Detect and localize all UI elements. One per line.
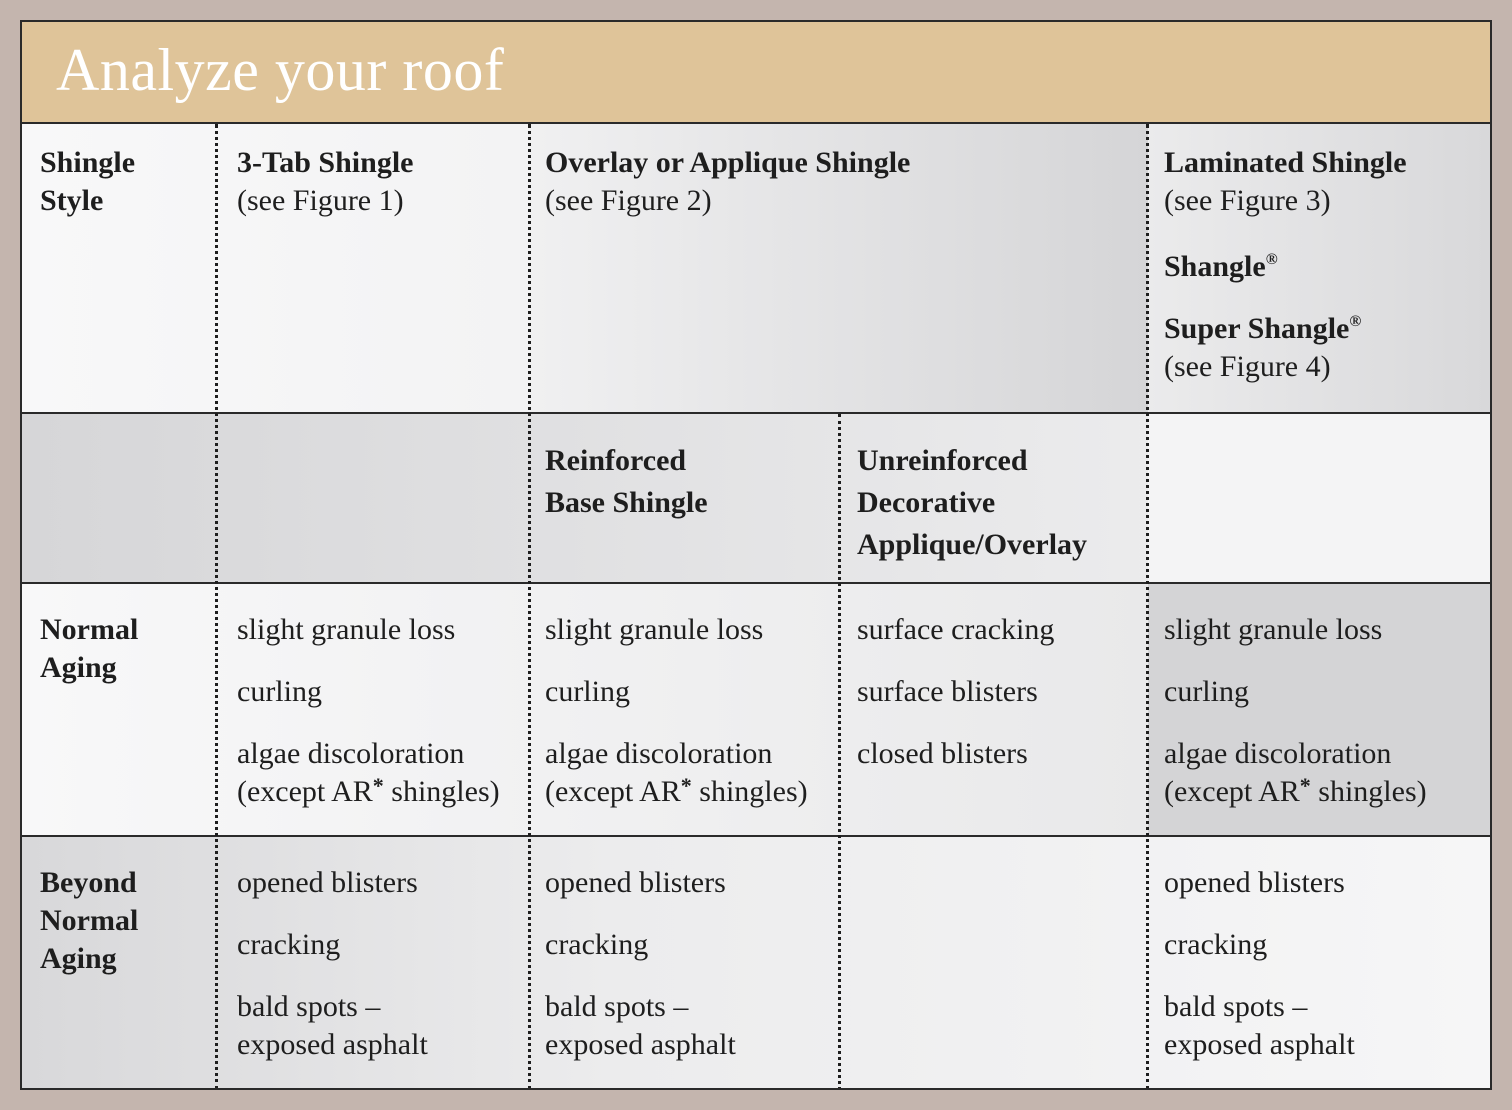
subheader-laminated-bg	[1148, 414, 1492, 584]
list-item: slight granule loss	[545, 613, 764, 646]
list-item: opened blisters	[1164, 866, 1345, 899]
column-title: Overlay or Applique Shingle	[545, 146, 911, 179]
asterisk: *	[372, 773, 384, 798]
list-item: exposed asphalt	[545, 1028, 736, 1061]
list-item: curling	[237, 675, 322, 708]
row-divider	[22, 835, 1490, 837]
subheader-line: Applique/Overlay	[857, 528, 1088, 561]
list-item: algae discoloration	[1164, 737, 1392, 770]
list-item: algae discoloration	[237, 737, 465, 770]
row-label-line: Shingle	[40, 146, 136, 179]
except-note	[237, 773, 500, 811]
row-label-shingle-style	[40, 144, 135, 220]
row-label-line: Aging	[40, 651, 117, 684]
asterisk: *	[1299, 773, 1311, 798]
column-divider	[838, 414, 841, 1090]
except-suffix: shingles)	[691, 775, 808, 808]
figure-reference: (see Figure 3)	[1164, 184, 1331, 217]
list-item: exposed asphalt	[237, 1028, 428, 1061]
laminated-header	[1164, 144, 1407, 386]
except-note	[1164, 773, 1427, 811]
roof-analysis-table	[20, 20, 1492, 1090]
super-shangle-text: Super Shangle	[1164, 312, 1350, 345]
beyond-aging-laminated	[1164, 864, 1355, 1064]
row-label-beyond-normal-aging	[40, 864, 138, 978]
subheader-line: Decorative	[857, 486, 996, 519]
subheader-line: Reinforced	[545, 444, 687, 477]
except-prefix: (except AR	[237, 775, 373, 808]
list-item: opened blisters	[545, 866, 726, 899]
list-item: exposed asphalt	[1164, 1028, 1355, 1061]
subheader-line: Base Shingle	[545, 486, 708, 519]
super-shangle-label	[1164, 310, 1407, 348]
registered-mark: ®	[1349, 313, 1362, 330]
row-label-line: Aging	[40, 942, 117, 975]
list-item: bald spots –	[545, 990, 689, 1023]
except-prefix: (except AR	[1164, 775, 1300, 808]
row-label-line: Style	[40, 184, 104, 217]
title-bar	[22, 22, 1490, 124]
row-divider	[22, 412, 1490, 414]
except-prefix: (except AR	[545, 775, 681, 808]
row-label-normal-aging	[40, 611, 138, 687]
three-tab-header	[237, 144, 413, 220]
shangle-label	[1164, 248, 1407, 286]
column-title: Laminated Shingle	[1164, 146, 1407, 179]
row-label-line: Beyond	[40, 866, 137, 899]
beyond-aging-reinforced	[545, 864, 736, 1064]
shangle-text: Shangle	[1164, 250, 1266, 283]
overlay-header	[545, 144, 910, 220]
page-title: Analyze your roof	[56, 37, 505, 103]
normal-aging-laminated	[1164, 611, 1427, 811]
row-label-line: Normal	[40, 613, 139, 646]
column-divider	[1146, 124, 1149, 1090]
list-item: algae discoloration	[545, 737, 773, 770]
normal-aging-reinforced	[545, 611, 808, 811]
except-suffix: shingles)	[383, 775, 500, 808]
list-item: opened blisters	[237, 866, 418, 899]
column-divider	[215, 124, 218, 1090]
list-item: slight granule loss	[1164, 613, 1383, 646]
list-item: cracking	[1164, 928, 1268, 961]
asterisk: *	[680, 773, 692, 798]
figure-reference: (see Figure 4)	[1164, 350, 1331, 383]
except-note	[545, 773, 808, 811]
list-item: cracking	[545, 928, 649, 961]
figure-reference: (see Figure 2)	[545, 184, 712, 217]
normal-aging-unreinforced	[857, 611, 1054, 773]
list-item: curling	[1164, 675, 1249, 708]
unreinforced-subheader	[857, 440, 1087, 566]
list-item: surface cracking	[857, 613, 1055, 646]
column-title: 3-Tab Shingle	[237, 146, 414, 179]
normal-aging-three-tab	[237, 611, 500, 811]
row-label-line: Normal	[40, 904, 139, 937]
row-divider	[22, 582, 1490, 584]
list-item: curling	[545, 675, 630, 708]
list-item: slight granule loss	[237, 613, 456, 646]
list-item: bald spots –	[1164, 990, 1308, 1023]
figure-reference: (see Figure 1)	[237, 184, 404, 217]
column-divider	[528, 124, 531, 1090]
registered-mark: ®	[1265, 251, 1278, 268]
list-item: surface blisters	[857, 675, 1038, 708]
list-item: closed blisters	[857, 737, 1028, 770]
list-item: cracking	[237, 928, 341, 961]
subheader-line: Unreinforced	[857, 444, 1028, 477]
beyond-aging-three-tab	[237, 864, 428, 1064]
reinforced-subheader	[545, 440, 708, 524]
list-item: bald spots –	[237, 990, 381, 1023]
except-suffix: shingles)	[1310, 775, 1427, 808]
